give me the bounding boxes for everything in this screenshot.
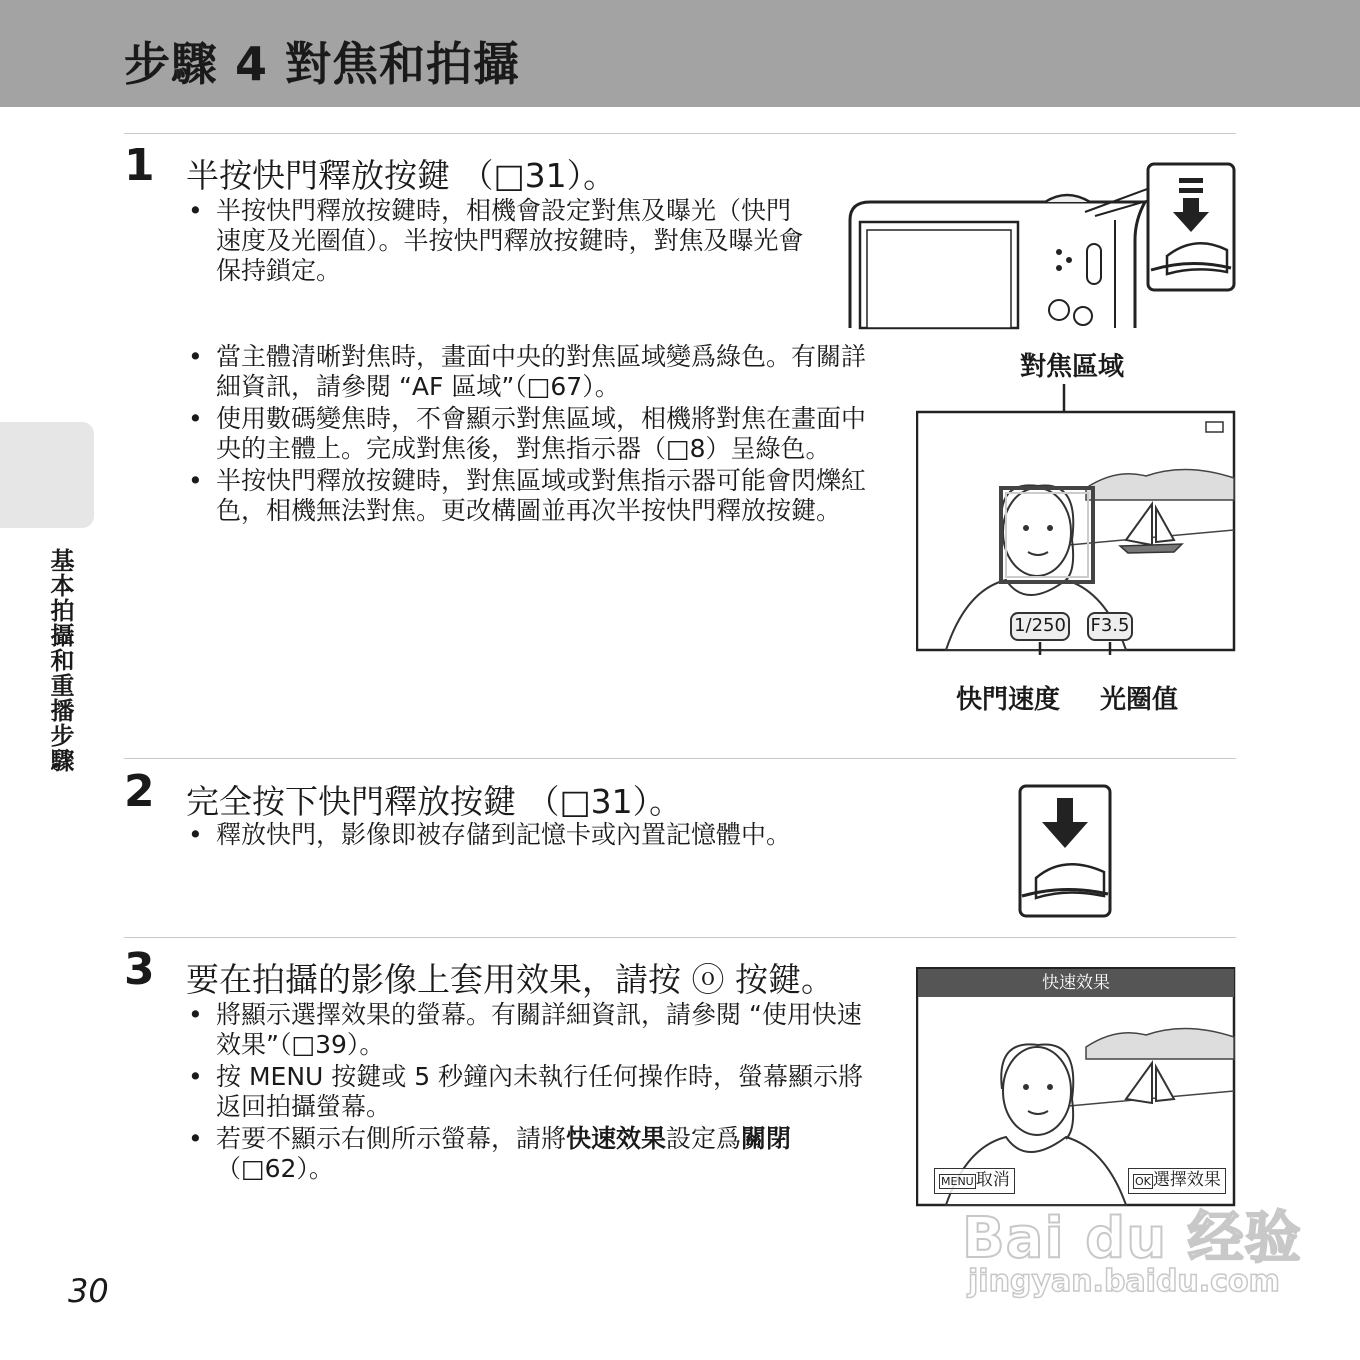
step-number: 3 (124, 944, 155, 995)
list-item: • 按 MENU 按鍵或 5 秒鐘內未執行任何操作時，螢幕顯示將返回拍攝螢幕。 (186, 1062, 874, 1122)
step-bullets (186, 1000, 874, 1186)
page-header (0, 0, 1360, 107)
step-bullets (186, 820, 886, 852)
list-item: • 釋放快門，影像即被存儲到記憶卡或內置記憶體中。 (186, 820, 886, 850)
divider (124, 937, 1236, 938)
list-item: • 半按快門釋放按鍵時，對焦區域或對焦指示器可能會閃爍紅色，相機無法對焦。更改構圖並再次半按快門釋放按鍵。 (186, 466, 874, 526)
step-title: 完全按下快門釋放按鍵 （□31）。 (186, 782, 683, 821)
list-item: • 若要不顯示右側所示螢幕，請將快速效果設定爲關閉（□62）。 (186, 1124, 874, 1184)
camera-illustration (845, 160, 1237, 330)
watermark-url: jingyan.baidu.com (968, 1264, 1280, 1299)
step-title: 要在拍攝的影像上套用效果，請按 ⓞ 按鍵。 (186, 960, 834, 999)
select-effect-button: OK 選擇效果 (1128, 1168, 1226, 1194)
step-number: 2 (124, 766, 155, 817)
page-number: 30 (68, 1272, 109, 1310)
page-title: 步驟 4 對焦和拍攝 (124, 37, 521, 91)
focus-area-label: 對焦區域 (1020, 352, 1125, 382)
list-item: • 半按快門釋放按鍵時，相機會設定對焦及曝光（快門速度及光圈值）。半按快門釋放按鍵時，對焦及曝光會保持鎖定。 (186, 196, 806, 286)
list-item: • 使用數碼變焦時，不會顯示對焦區域，相機將對焦在畫面中央的主體上。完成對焦後，對焦指示器（□8）呈綠色。 (186, 404, 874, 464)
step-title: 半按快門釋放按鍵 （□31）。 (186, 156, 617, 195)
list-item: • 當主體清晰對焦時，畫面中央的對焦區域變爲綠色。有關詳細資訊，請參閱 “AF 區域”（□67）。 (186, 342, 874, 402)
divider (124, 133, 1236, 134)
ok-icon: OK (1135, 1175, 1151, 1188)
shutter-speed-value: 1/250 (1014, 615, 1066, 636)
step-number: 1 (124, 140, 155, 191)
shutter-speed-label: 快門速度 (956, 685, 1061, 715)
aperture-value: F3.5 (1090, 615, 1130, 636)
screen-title: 快速效果 (918, 969, 1234, 997)
menu-icon: MENU (941, 1175, 974, 1188)
shutter-press-illustration (1018, 784, 1112, 918)
aperture-label: 光圈值 (1100, 685, 1179, 715)
watermark-logo: Bai du 经验 (962, 1206, 1302, 1271)
list-item: • 將顯示選擇效果的螢幕。有關詳細資訊，請參閱 “使用快速效果”（□39）。 (186, 1000, 874, 1060)
section-label: 基本拍攝和重播步驟 (46, 548, 74, 773)
section-tab (0, 422, 94, 528)
step-bullets (186, 196, 806, 288)
focus-screen-illustration (916, 380, 1236, 655)
step-bullets (186, 342, 874, 528)
cancel-button: MENU 取消 (934, 1168, 1015, 1194)
divider (124, 758, 1236, 759)
